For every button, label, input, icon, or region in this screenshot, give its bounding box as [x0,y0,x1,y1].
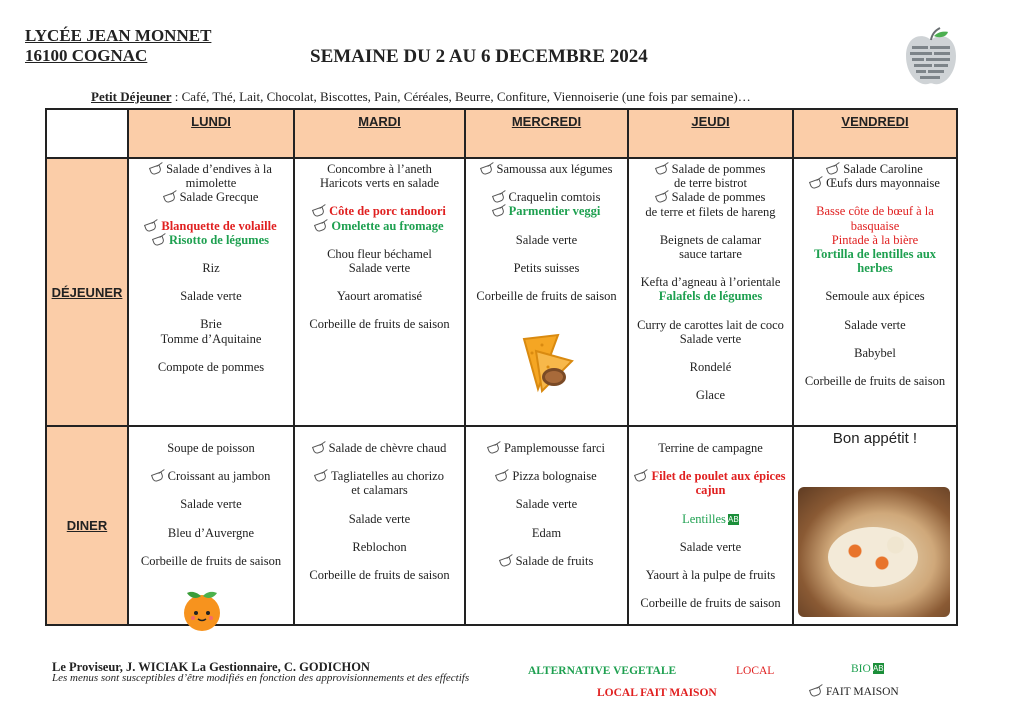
day-header-friday: VENDREDI [793,109,957,158]
menu-item: Reblochon [352,539,407,554]
apple-word-cloud-logo [902,26,960,88]
menu-item: et calamars [351,483,408,498]
bowl-icon [656,164,669,173]
bio-leaf-icon: AB [872,664,884,673]
bowl-icon [635,471,648,480]
bowl-icon [493,192,506,201]
lunch-thursday [628,158,793,426]
bowl-icon [481,164,494,173]
school-line2: 16100 COGNAC [25,46,148,65]
menu-item: Corbeille de fruits de saison [140,553,282,568]
bowl-icon [500,556,513,565]
menu-item: Tagliatelles au chorizo [331,469,444,484]
menu-item: sauce tartare [679,247,742,262]
lunch-wednesday [465,158,628,426]
menu-item: Œufs durs mayonnaise [826,176,940,191]
day-header-thursday: JEUDI [628,109,793,158]
orange-illustration [179,587,225,633]
legend-homemade [810,686,899,698]
bowl-icon [656,192,669,201]
menu-item: Salade Caroline [843,162,923,176]
menu-item: Salade verte [515,232,578,247]
bowl-icon [164,192,177,201]
legend-bio-label: BIO [851,663,871,675]
menu-item: Edam [531,525,562,540]
menu-item: Parmentier veggi [508,204,601,219]
breakfast-label: Petit Déjeuner [91,89,172,104]
bon-appetit-text: Bon appétit ! [832,430,918,447]
bio-leaf-icon: AB [728,514,739,524]
menu-item: Falafels de légumes [658,289,763,304]
legend-homemade-label: FAIT MAISON [826,686,899,698]
menu-item: Salade verte [348,511,411,526]
menu-item: Salade verte [844,317,906,332]
menu-item: de terre bistrot [674,176,747,191]
menu-item: Tomme d’Aquitaine [160,331,262,346]
legend-vegetal: ALTERNATIVE VEGETALE [528,665,677,677]
menu-item: Beignets de calamar [659,232,762,247]
bowl-icon [313,206,326,215]
lunch-monday [128,158,294,426]
legend-bio [851,663,884,675]
school-name [25,26,211,66]
menu-item: Yaourt à la pulpe de fruits [645,568,776,583]
menu-item: Salade de pommes [671,162,766,176]
menu-item: Brie [200,317,222,332]
menu-item: Compote de pommes [157,359,265,374]
bowl-icon [827,164,840,173]
bowl-icon [496,471,509,480]
menu-item: Blanquette de volaille [161,218,277,233]
menu-item: Samoussa aux légumes [496,162,613,176]
bowl-icon [152,471,165,480]
signature-line: Le Proviseur, J. WICIAK La Gestionnaire, C. GODICHON [52,660,370,674]
menu-item: Yaourt aromatisé [336,289,423,304]
legend-local: LOCAL [736,665,775,677]
menu-item: Basse côte de bœuf à la basquaise [816,204,934,233]
menu-item: Corbeille de fruits de saison [640,596,781,611]
bowl-icon [315,221,328,230]
bowl-icon [150,164,163,173]
bowl-icon [315,471,328,480]
lunch-label: DÉJEUNER [46,158,128,426]
day-header-wednesday: MERCREDI [465,109,628,158]
menu-item: Chou fleur béchamel [327,246,432,261]
menu-item: Salade verte [348,261,411,276]
menu-item: Terrine de campagne [658,441,763,455]
menu-item: Tortilla de lentilles aux herbes [813,247,937,276]
lunch-friday [793,158,957,426]
menu-item: Salade verte [180,497,242,512]
menu-item: Soupe de poisson [167,441,255,455]
dinner-row [46,426,957,625]
lunch-tuesday [294,158,465,426]
nachos-illustration [518,331,576,395]
day-header-monday: LUNDI [128,109,294,158]
dinner-friday [793,426,957,625]
menu-item: Salade d’endives à la mimolette [166,162,272,191]
corner-cell [46,109,128,158]
menu-disclaimer: Les menus sont susceptibles d’être modifiés en fonction des approvisionnements et des effectifs [52,672,470,684]
menu-item: Croissant au jambon [167,469,271,484]
menu-item: Glace [695,388,726,403]
bowl-icon [145,221,158,230]
menu-item: Pizza bolognaise [512,469,597,484]
page-title: SEMAINE DU 2 AU 6 DECEMBRE 2024 [310,46,648,67]
menu-item: Filet de poulet aux épices cajun [651,469,786,498]
menu-item: Salade de pommes [671,190,766,205]
dinner-wednesday [465,426,628,625]
days-header-row [46,109,957,158]
menu-item: Kefta d’agneau à l’orientale [640,275,781,290]
menu-item: Babybel [854,345,896,360]
breakfast-line [91,89,751,105]
blanquette-dish-photo [798,487,950,617]
dinner-monday [128,426,294,625]
menu-item: de terre et filets de hareng [645,204,776,219]
bowl-icon [493,206,506,215]
menu-item: Corbeille de fruits de saison [309,317,450,332]
menu-item: Salade de chèvre chaud [328,441,447,455]
menu-item: Salade verte [515,497,578,512]
menu-item: Riz [202,261,220,276]
menu-item: Pamplemousse farci [503,441,605,455]
dinner-tuesday [294,426,465,625]
menu-item: Salade de fruits [515,553,594,568]
bowl-icon [488,443,501,452]
menu-item: Salade Grecque [179,190,259,205]
bowl-icon [313,443,326,452]
dinner-thursday [628,426,793,625]
menu-item: Corbeille de fruits de saison [804,374,946,389]
weekly-menu-table [45,108,958,626]
menu-item: Petits suisses [513,260,580,275]
menu-item: Pintade à la bière [831,232,919,247]
bowl-icon [153,235,166,244]
menu-item: Rondelé [689,360,732,375]
menu-item: Omelette au fromage [331,218,444,233]
menu-item: Corbeille de fruits de saison [476,289,617,304]
menu-item: Risotto de légumes [169,232,269,247]
lunch-row [46,158,957,426]
breakfast-text: : Café, Thé, Lait, Chocolat, Biscottes, Pain, Céréales, Beurre, Confiture, Viennoiserie (une fois par semaine)… [171,89,751,104]
menu-item: Salade verte [679,331,742,346]
menu-item: Lentilles [682,511,726,526]
dinner-label: DINER [46,426,128,625]
menu-item: Curry de carottes lait de coco [637,317,784,332]
menu-item: Craquelin comtois [508,190,601,205]
menu-item: Corbeille de fruits de saison [309,568,450,583]
bowl-icon [810,178,823,187]
menu-item: Haricots verts en salade [319,176,440,191]
day-header-tuesday: MARDI [294,109,465,158]
menu-item: Salade verte [180,289,242,304]
school-line1: LYCÉE JEAN MONNET [25,26,212,45]
menu-item: Bleu d’Auvergne [167,525,255,540]
menu-item: Salade verte [679,539,742,554]
menu-item: Semoule aux épices [825,289,925,304]
menu-item: Côte de porc tandoori [329,204,446,219]
bowl-icon [810,686,823,695]
menu-item: Concombre à l’aneth [327,162,432,176]
legend-local-homemade: LOCAL FAIT MAISON [597,687,717,699]
